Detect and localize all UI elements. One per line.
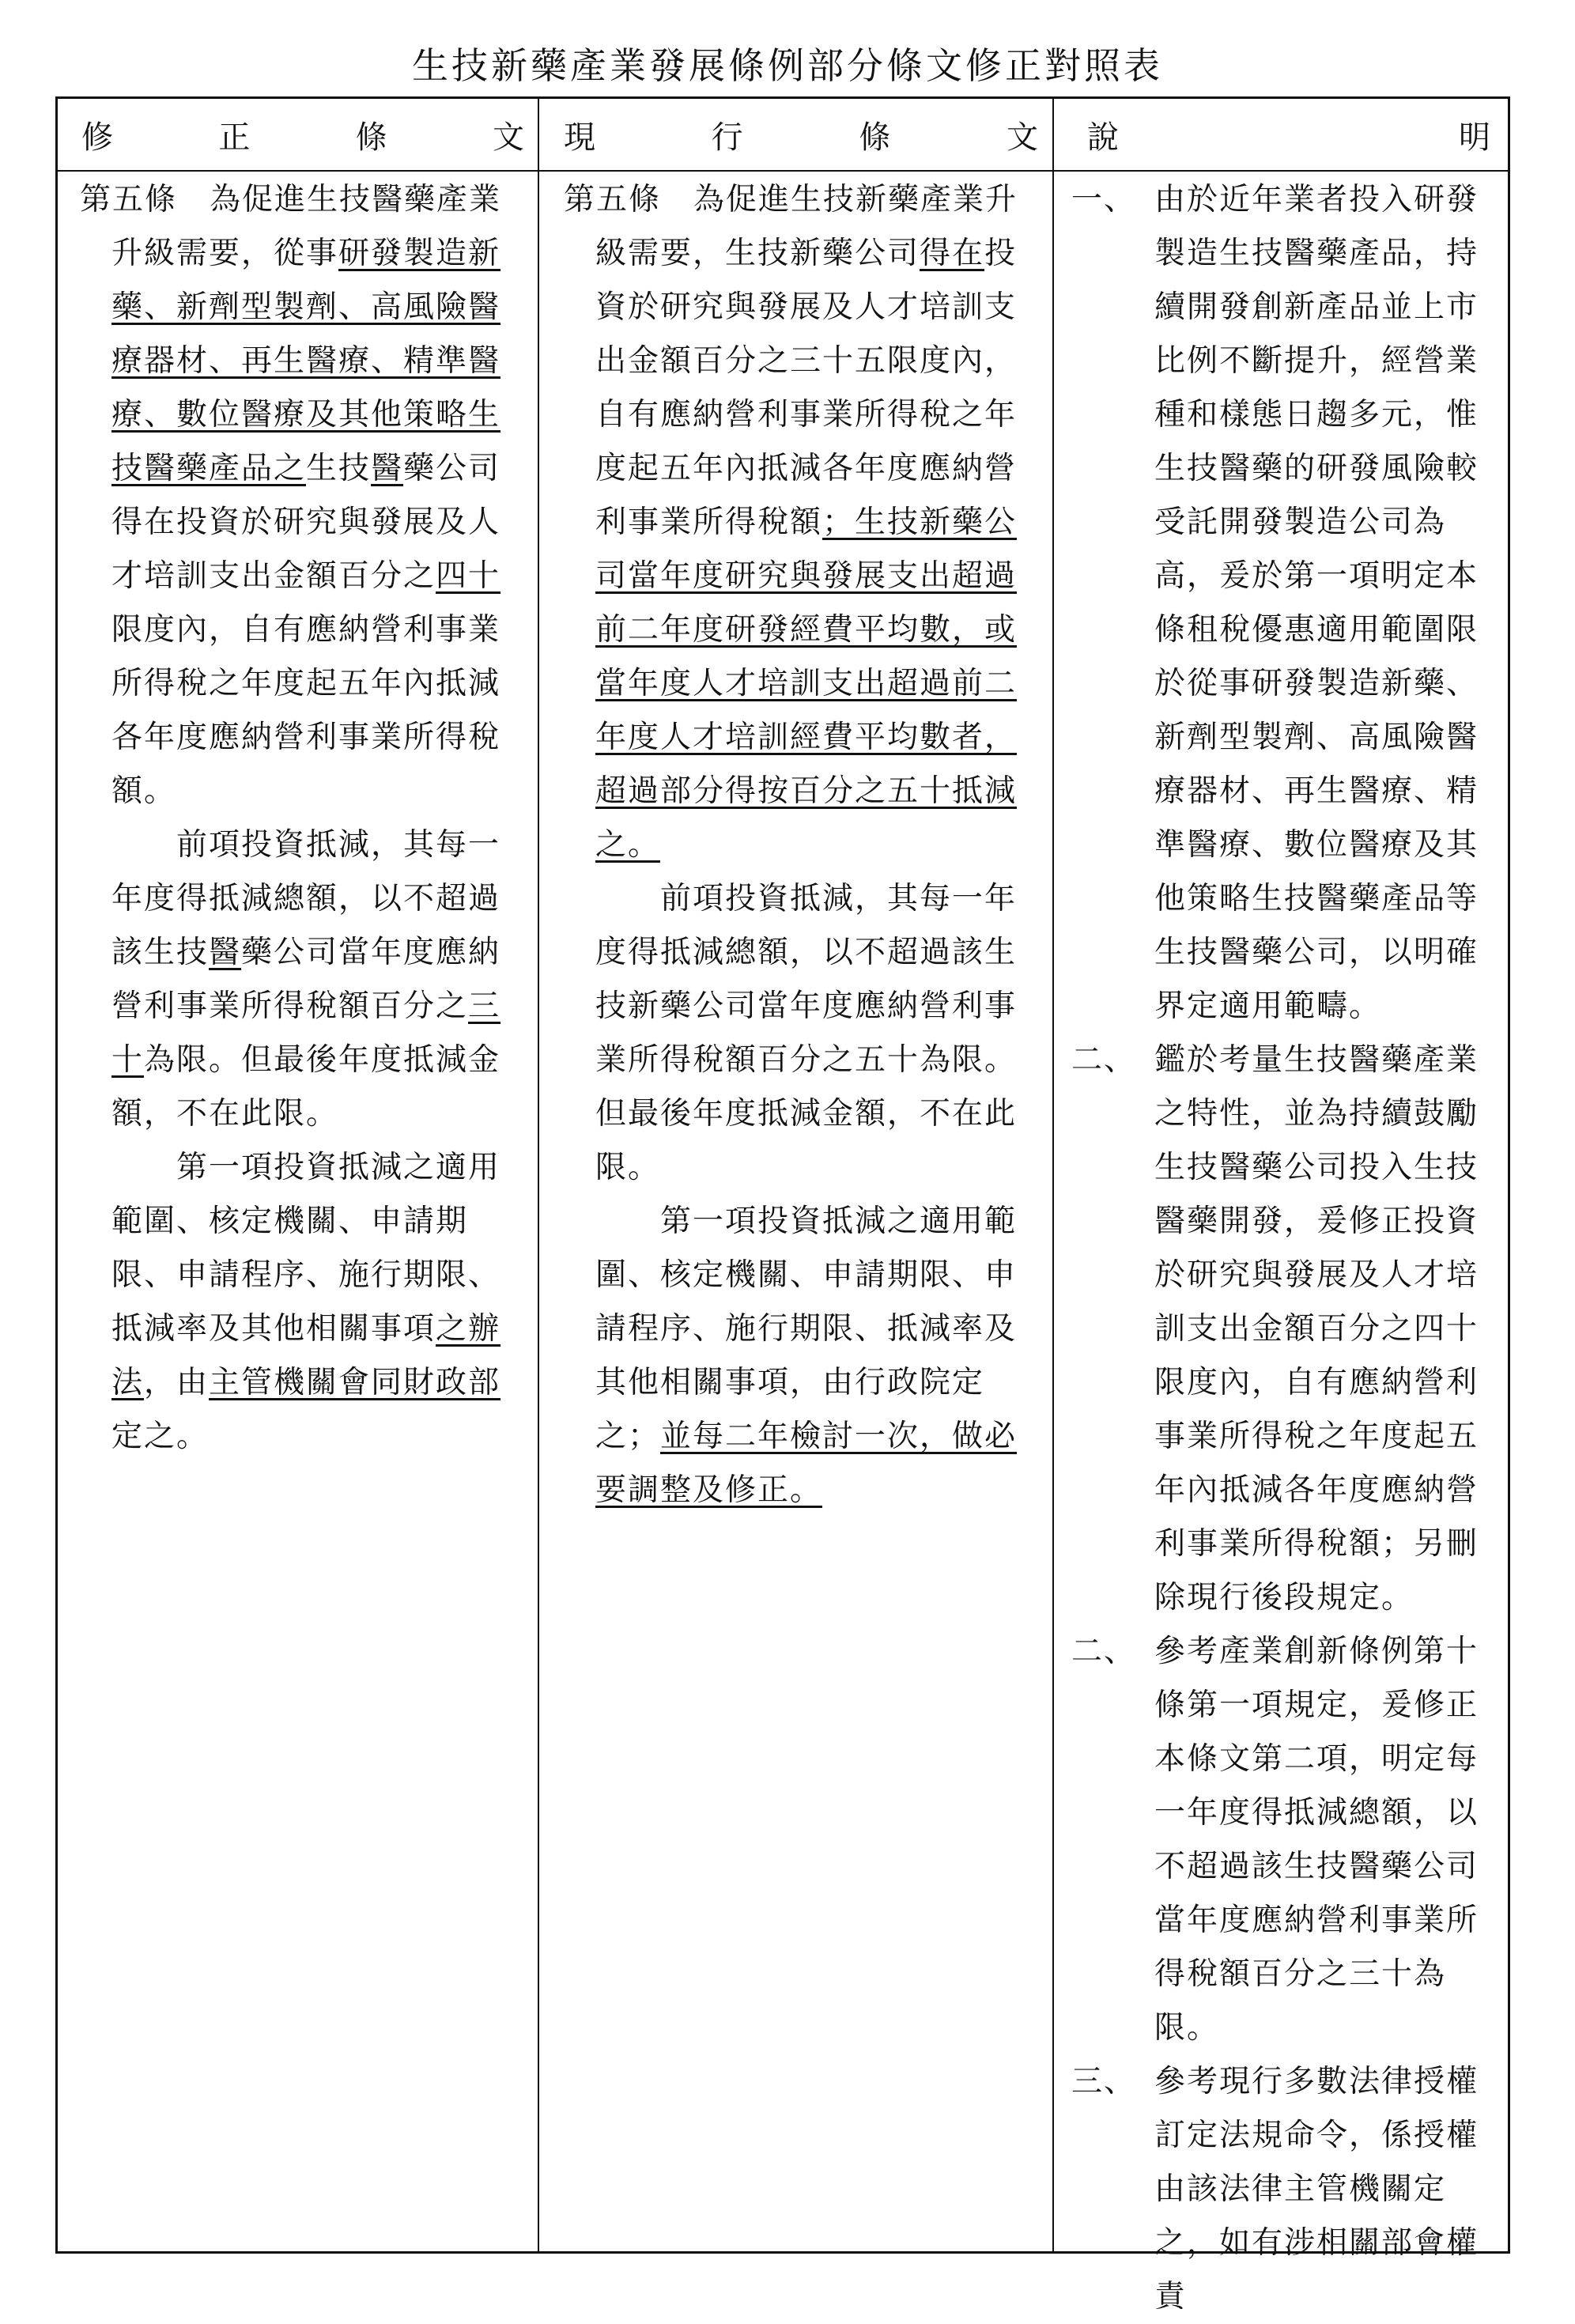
underlined-text: 醫 <box>209 935 242 970</box>
text-run: 生技 <box>306 451 372 486</box>
current-column <box>564 173 1026 2251</box>
explanation-list <box>1071 173 1505 2324</box>
item-text: 鑑於考量生技醫藥產業之特性，並為持續鼓勵生技醫藥公司投入生技醫藥開發，爰修正投資於研究與發展及人才培訓支出金額百分之四十限度內，自有應納營利事業所得稅之年度起五年內抵減各年度應納營利事業所得稅額；另刪除現行後段規定。 <box>1154 1042 1479 1615</box>
underlined-text: 得在 <box>920 236 985 271</box>
header-char: 條 <box>355 119 387 156</box>
current-paragraph-2: 前項投資抵減，其每一年度得抵減總額，以不超過該生技新藥公司當年度應納營利事業所得稅額百分之五十為限。但最後年度抵減金額，不在此限。 <box>595 881 1018 1185</box>
text-run: 第一項投資抵減之適用範圍、核定機關、申請期限、申請程序、施行期限、抵減率及其他相關事項 <box>111 1150 501 1347</box>
text-run: ，由 <box>144 1365 210 1400</box>
header-char: 條 <box>859 119 891 156</box>
item-number: 二、 <box>1071 1042 1137 1078</box>
header-char: 修 <box>81 119 113 156</box>
header-explanation <box>1087 99 1490 170</box>
underlined-text: 三十 <box>111 988 501 1078</box>
underlined-text: 研發製造新藥、新劑型製劑、高風險醫療器材、再生醫療、精準醫療、數位醫療及其他策略生技醫藥產品之 <box>111 236 501 486</box>
page-title: 生技新藥產業發展條例部分條文修正對照表 <box>412 44 1163 87</box>
header-char: 明 <box>1459 119 1490 156</box>
header-divider <box>58 170 1508 172</box>
amended-paragraph-2 <box>80 818 523 1141</box>
text-run: 前項投資抵減，其每一年度得抵減總額，以不超過該生技 <box>111 827 501 970</box>
header-char: 說 <box>1087 119 1119 156</box>
text-run: 限度內，自有應納營利事業所得稅之年度起五年內抵減各年度應納營利事業所得稅額。 <box>111 612 501 809</box>
text-run: 第一項投資抵減之適用範圍、核定機關、申請期限、申請程序、施行期限、抵減率及其他相關事項，由行政院定之； <box>595 1204 1018 1454</box>
explanation-item <box>1071 1625 1505 2055</box>
text-run: 定之。 <box>111 1419 210 1454</box>
underlined-text: ；生技新藥公司當年度研究與發展支出超過前二年度研發經費平均數，或當年度人才培訓支出超過前二年度人才培訓經費平均數者，超過部分得按百分之五十抵減之。 <box>595 504 1018 863</box>
text-run: 投資於研究與發展及人才培訓支出金額百分之三十五限度內，自有應納營利事業所得稅之年度起五年內抵減各年度應納營利事業所得稅額 <box>595 236 1018 540</box>
underlined-text: 醫 <box>371 451 404 486</box>
header-char: 文 <box>492 119 524 156</box>
text-run: 為限。但最後年度抵減金額，不在此限。 <box>111 1042 501 1132</box>
explanation-item <box>1071 1034 1505 1625</box>
explanation-item <box>1071 173 1505 1034</box>
current-paragraph-1 <box>564 173 1026 872</box>
item-number: 三、 <box>1071 2064 1137 2099</box>
item-number: 一、 <box>1071 182 1137 217</box>
text-run: 第五條 為促進生技醫藥產業升級需要，從事 <box>80 182 502 271</box>
header-char: 行 <box>711 119 743 156</box>
amended-paragraph-3 <box>80 1141 523 1464</box>
item-text: 參考產業創新條例第十條第一項規定，爰修正本條文第二項，明定每一年度得抵減總額，以不超過該生技醫藥公司當年度應納營利事業所得稅額百分之三十為限。 <box>1154 1634 1479 2046</box>
underlined-text: 四十 <box>436 558 501 594</box>
header-current <box>564 99 1038 170</box>
item-number: 二、 <box>1071 1634 1137 1669</box>
header-char: 正 <box>218 119 251 156</box>
item-text: 由於近年業者投入研發製造生技醫藥產品，持續開發創新產品並上市比例不斷提升，經營業種和樣態日趨多元，惟生技醫藥的研發風險較受託開發製造公司為高，爰於第一項明定本條租稅優惠適用範圍限於從事研發製造新藥、新劑型製劑、高風險醫療器材、再生醫療、精準醫療、數位醫療及其他策略生技醫藥產品等生技醫藥公司，以明確界定適用範疇。 <box>1154 182 1479 1024</box>
explanation-column <box>1071 173 1505 2315</box>
header-char: 現 <box>564 119 595 156</box>
column-divider <box>538 99 539 2251</box>
amended-paragraph-1 <box>80 173 523 818</box>
comparison-table <box>55 96 1510 2315</box>
underlined-text: 之辦法 <box>111 1311 501 1400</box>
underlined-text: 並每二年檢討一次，做必要調整及修正。 <box>595 1419 1018 1508</box>
header-char: 文 <box>1006 119 1038 156</box>
header-amended <box>81 99 524 170</box>
text-run: 藥公司得在投資於研究與發展及人才培訓支出金額百分之 <box>111 451 501 594</box>
text-run: 藥公司當年度應納營利事業所得稅額百分之 <box>111 935 501 1024</box>
current-paragraph-3 <box>564 1195 1026 1517</box>
explanation-item <box>1071 2055 1505 2324</box>
item-text: 參考現行多數法律授權訂定法規命令，係授權由該法律主管機關定之，如有涉相關部會權責 <box>1154 2064 1479 2315</box>
column-divider <box>1052 99 1054 2251</box>
amended-column <box>80 173 523 2251</box>
text-run: 第五條 為促進生技新藥產業升級需要，生技新藥公司 <box>564 182 1018 271</box>
underlined-text: 主管機關會同財政部 <box>209 1365 501 1400</box>
